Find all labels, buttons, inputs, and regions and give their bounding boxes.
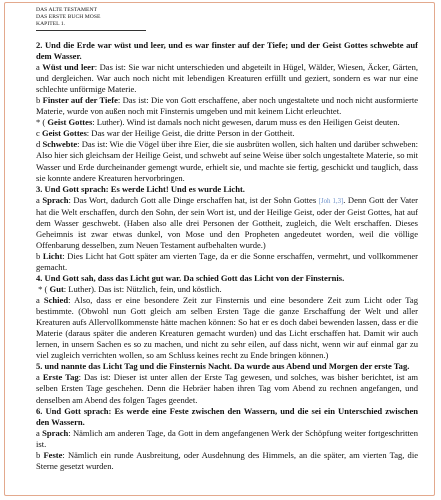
note-label: Licht bbox=[42, 250, 63, 261]
note-2-luther: * ( Geist Gottes: Luther). Wind ist damals noch nicht gewesen, darum muss es den Heiligen Geist deuten. bbox=[36, 117, 400, 128]
note-label: Schwebte bbox=[42, 139, 78, 150]
note-5a: a Erste Tag: Das ist: Dieser ist unter allen der Erste Tag gewesen, und solches, was bisher berichtet, ist am selben Ersten Tage geschehen. Denn die Hebräer haben ihren Tag vom Abend zu rechnen angefangen, und denselben am Abend des folgen Tages geendet. bbox=[36, 372, 419, 405]
note-2a: a Wüst und leer: Das ist: Sie war nicht unterschieden und abgeteilt in Hügel, Wälder, Wiesen, Äcker, Gärten, und dergleichen. War auch noch nicht mit lebendigen Kreaturen erfüllt und geziert, sondern es war nur eine schlechte unförmige Materie. bbox=[36, 62, 419, 95]
header-testament: DAS ALTE TESTAMENT bbox=[36, 7, 98, 13]
note-3a: a Sprach: Das Wort, dadurch Gott alle Dinge erschaffen hat, ist der Sohn Gottes [Joh 1,3]. Denn Gott der Vater hat die Welt erschaffen, durch den Sohn, der sein Wort ist, und der Heilige Geist, oder der Geist Gottes, hat auf dem Wasser geschwebt. (Haben also alle drei Personen der Gottheit, zugleich, die Welt erschaffen. Dieses Geheimnis ist zwar etwas dunkel, von Mose und den Propheten angedeutet worden, weil die völlige Offenbarung desselben, zum Neuen Testament aufbehalten wurde.) bbox=[36, 194, 418, 250]
header-rule bbox=[36, 30, 146, 31]
note-2b: b Finster auf der Tiefe: Das ist: Die von Gott erschaffene, aber noch ungestaltete und noch nicht ausformierte Materie, wurde von außen noch mit Finsternis umgeben und mit keinem Licht erleuchtet. bbox=[36, 95, 419, 117]
header-chapter: KAPITEL 1. bbox=[36, 21, 66, 28]
chapter-text bbox=[36, 40, 418, 472]
note-4a: a Schied: Also, dass er eine besondere Zeit zur Finsternis und eine besondere Zeit zum Licht oder Tag bestimmte. (Obwohl nun Gott gleich am selben Ersten Tage die ganze Erschaffung der Welt und aller Kreaturen aufs Allervollkommenste hätte machen können: So hat er es doch dabei bewenden lassen, dass er die Materie (daraus später die anderen Kreaturen gemacht wurden) und das Licht erschaffen hat. Damit wir auch lernen, in unsern Sachen es so zu machen, und nicht zu sehr eilen, auf dass nicht, wenn wir auf einmal gar zu viel zugleich verrichten wollen, so am Schluss keines recht zu Ende bringen können.) bbox=[36, 295, 418, 361]
note-label: Erste Tag bbox=[42, 372, 79, 383]
running-header bbox=[36, 7, 101, 28]
verse-2: 2. Und die Erde war wüst und leer, und es war finster auf der Tiefe; und der Geist Gottes schwebte auf dem Wasser. bbox=[36, 40, 418, 62]
note-label: Finster auf der Tiefe bbox=[42, 95, 118, 106]
note-6b: b Feste: Nämlich ein runde Ausbreitung, oder Ausdehnung des Himmels, an die später, am vierten Tag, die Sterne gesetzt wurden. bbox=[36, 449, 418, 471]
note-2d: d Schwebte: Das ist: Wie die Vögel über ihre Eier, die sie ausbrüten wollen, sich halten und darüber schweben: Also hier sich gleichsam der Heilige Geist, und schwebt auf seine Weise über solch ungestaltete Materie, so mit Wasser und Erde durcheinander gemengt wurde, erhielt sie, und machte sie fertig, geschickt und tauglich, dass sie konnte andere Kreaturen hervorbringen. bbox=[36, 139, 418, 183]
note-4-luther: * ( Gut: Luther). Das ist: Nützlich, fein, und köstlich. bbox=[38, 284, 222, 295]
note-label: Wüst und leer bbox=[42, 62, 95, 73]
note-label: Gut bbox=[49, 284, 64, 295]
note-label: Schied bbox=[43, 295, 69, 306]
note-label: Geist Gottes bbox=[47, 117, 93, 128]
note-label: Feste bbox=[43, 449, 63, 460]
verse-6: 6. Und Gott sprach: Es werde eine Feste zwischen den Wassern, und die sei ein Unterschied zwischen den Wassern. bbox=[36, 405, 418, 427]
verse-3: 3. Und Gott sprach: Es werde Licht! Und es wurde Licht. bbox=[36, 183, 245, 194]
note-label: Sprach bbox=[42, 427, 69, 438]
note-6a: a Sprach: Nämlich am anderen Tage, da Gott in dem angefangenen Werk der Schöpfung weiter fortgeschritten ist. bbox=[36, 427, 418, 449]
header-book: DAS ERSTE BUCH MOSE bbox=[36, 14, 101, 21]
note-label: Sprach bbox=[42, 194, 69, 205]
verse-5: 5. und nannte das Licht Tag und die Finsternis Nacht. Da wurde aus Abend und Morgen der erste Tag. bbox=[36, 361, 410, 372]
verse-4: 4. Und Gott sah, dass das Licht gut war. Da schied Gott das Licht von der Finsternis. bbox=[36, 272, 345, 283]
note-label: Geist Gottes bbox=[41, 128, 87, 139]
page-frame bbox=[4, 2, 435, 496]
scripture-reference-link[interactable]: [Joh 1,3] bbox=[318, 197, 344, 205]
note-3b: b Licht: Dies Licht hat Gott später am vierten Tage, da er die Sonne erschaffen, vermehrt, und vollkommener gemacht. bbox=[36, 250, 418, 272]
note-2c: c Geist Gottes: Das war der Heilige Geist, die dritte Person in der Gottheit. bbox=[36, 128, 295, 139]
